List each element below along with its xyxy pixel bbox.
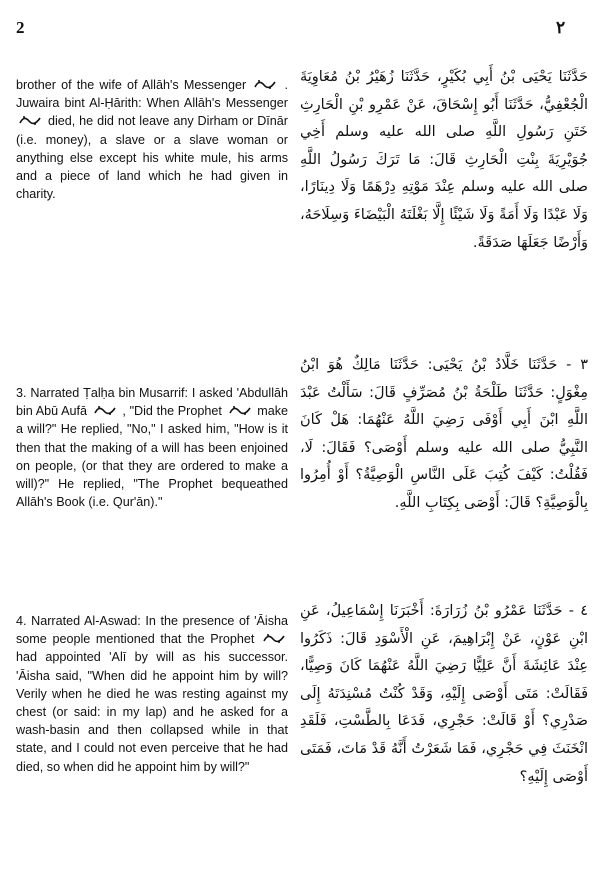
english-text: . Juwaira bint Al-Ḥārith: When Allāh's Messenger: [16, 78, 288, 111]
arabic-paragraph-3: [300, 598, 588, 791]
english-text: make a will?" He replied, "No," I asked him, "How is it then that the making of a will has been enjoined on people, (or that they are ordered to make a will)?" He replied, "The Prophet bequeathed Allāh's Book (i.e. Qur'ān).": [16, 404, 289, 510]
english-paragraph-1: [16, 76, 288, 203]
page-number-left: 2: [16, 18, 25, 37]
english-paragraph-2: [16, 384, 288, 511]
salutation-seal-icon: [253, 77, 277, 91]
salutation-seal-icon: [93, 403, 117, 417]
arabic-text: ٤ - حَدَّثَنَا عَمْرُو بْنُ زُرَارَةَ: أَخْبَرَنَا إِسْمَاعِيلُ، عَنِ ابْنِ عَوْنٍ، عَنْ إِبْرَاهِيمَ، عَنِ الْأَسْوَدِ قَالَ: ذَكَرُوا عِنْدَ عَائِشَةَ أَنَّ عَلِيًّا رَضِيَ اللَّهُ عَنْهُمَا كَانَ وَصِيًّا، فَقَالَتْ: مَتَى أَوْصَى إِلَيْهِ، وَقَدْ كُنْتُ مُسْنِدَتَهُ إِلَى صَدْرِي؟ أَوْ قَالَتْ: حَجْرِي، فَدَعَا بِالطَّسْتِ، فَلَقَدِ انْخَنَثَ فِي حَجْرِي، فَمَا شَعَرْتُ أَنَّهُ قَدْ مَاتَ، فَمَتَى أَوْصَى إِلَيْهِ؟: [300, 603, 588, 785]
english-paragraph-3: [16, 612, 288, 776]
page-number-right: ٢: [556, 18, 566, 37]
english-text: 4. Narrated Al-Aswad: In the presence of 'Āisha some people mentioned that the Prophet: [16, 614, 288, 647]
english-text: 3. Narrated Ṭalḥa bin Musarrif: I asked 'Abdullāh bin Abū Aufā: [16, 386, 288, 419]
salutation-seal-icon: [228, 403, 252, 417]
salutation-seal-icon: [262, 631, 286, 645]
english-text: died, he did not leave any Dirham or Dīnār (i.e. money), a slave or a slave woman or anything else except his white mule, his arms and a piece of land which he had given in charity.: [16, 114, 288, 202]
arabic-paragraph-2: [300, 352, 588, 518]
arabic-text: ٣ - حَدَّثَنَا خَلَّادُ بْنُ يَحْيَى: حَدَّثَنَا مَالِكٌ هُوَ ابْنُ مِغْوَلٍ: حَدَّثَنَا طَلْحَةُ بْنُ مُصَرِّفٍ قَالَ: سَأَلْتُ عَبْدَ اللَّهِ ابْنَ أَبِي أَوْفَى رَضِيَ اللَّهُ عَنْهُمَا: هَلْ كَانَ النَّبِيُّ صلى الله عليه وسلم أَوْصَى؟ فَقَالَ: لَا، فَقُلْتُ: كَيْفَ كُتِبَ عَلَى النَّاسِ الْوَصِيَّةُ؟ أَوْ أُمِرُوا بِالْوَصِيَّةِ؟ قَالَ: أَوْصَى بِكِتَابِ اللَّهِ.: [300, 357, 588, 511]
arabic-paragraph-1: [300, 64, 588, 257]
english-text: brother of the wife of Allāh's Messenger: [16, 78, 247, 92]
arabic-text: حَدَّثَنَا يَحْيَى بْنُ أَبِي بُكَيْرٍ، حَدَّثَنَا زُهَيْرُ بْنُ مُعَاوِيَةَ الْجُعْفِيُّ، حَدَّثَنَا أَبُو إِسْحَاقَ، عَنْ عَمْرِو بْنِ الْحَارِثِ خَتَنِ رَسُولِ اللَّهِ صلى الله عليه وسلم أَخِي جُوَيْرِيَةَ بِنْتِ الْحَارِثِ قَالَ: مَا تَرَكَ رَسُولُ اللَّهِ صلى الله عليه وسلم عِنْدَ مَوْتِهِ دِرْهَمًا وَلَا دِينَارًا، وَلَا عَبْدًا وَلَا أَمَةً وَلَا شَيْئًا إِلَّا بَغْلَتَهُ الْبَيْضَاءَ وَسِلَاحَهُ، وَأَرْضًا جَعَلَهَا صَدَقَةً.: [300, 69, 588, 251]
english-text: had appointed 'Alī by will as his successor. 'Āisha said, "When did he appoint him by will? Verily when he died he was resting against my chest (or said: in my lap) and he asked for a wash-basin and then collapsed while in that state, and I could not even perceive that he had died, so when did he appoint him by will?": [16, 650, 288, 774]
english-text: , "Did the Prophet: [122, 404, 222, 419]
salutation-seal-icon: [18, 113, 42, 127]
